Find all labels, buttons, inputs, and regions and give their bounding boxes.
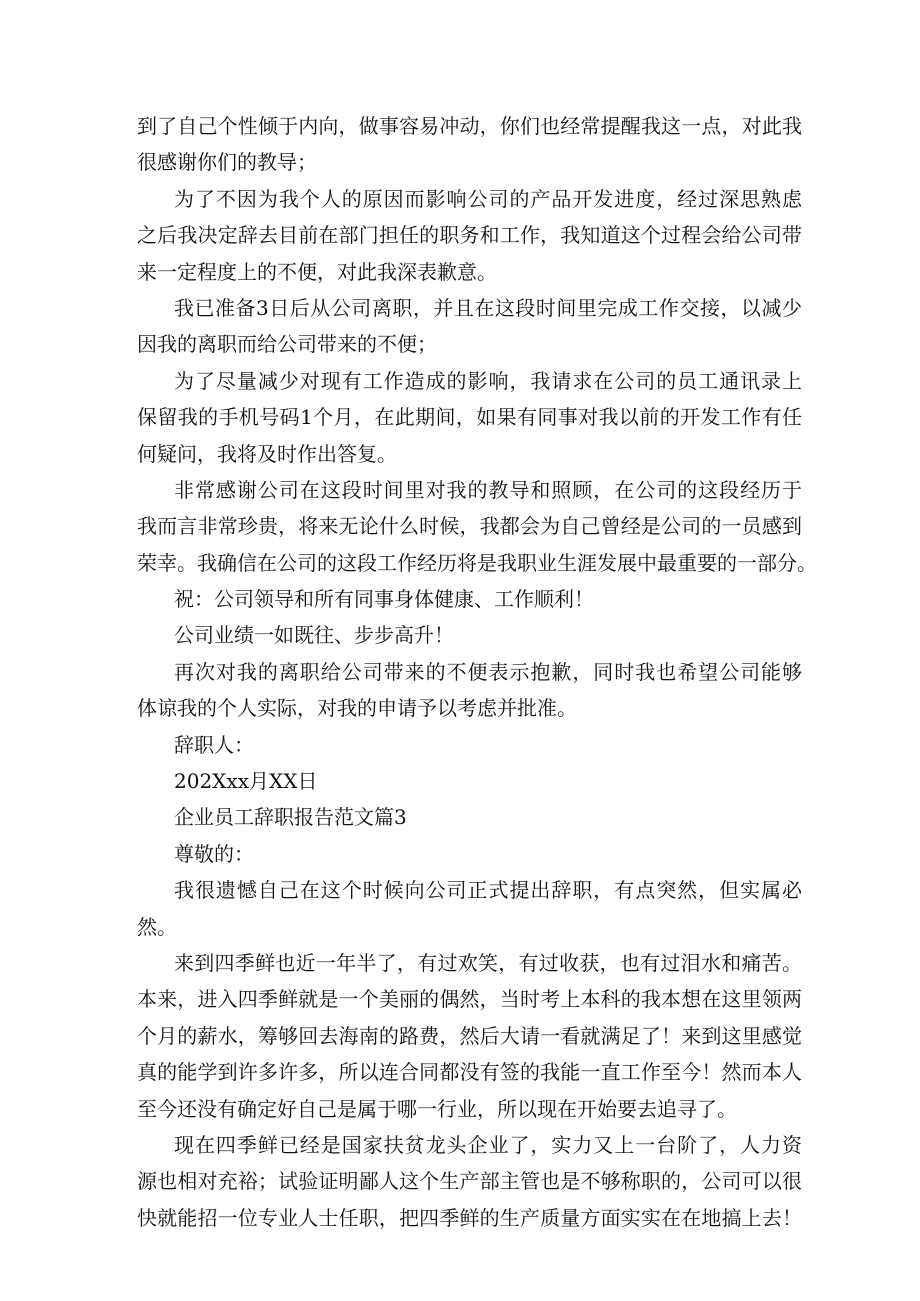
body-text [137,108,817,1236]
text-line: 本来，进入四季鲜就是一个美丽的偶然，当时考上本科的我本想在这里领两 [137,987,802,1012]
text-line: 源也相对充裕；试验证明鄙人这个生产部主管也是不够称职的，公司可以很 [137,1169,802,1194]
text-line: 快就能招一位专业人士任职，把四季鲜的生产质量方面实实在在地搞上去！ [137,1205,802,1230]
text-line: 公司业绩一如既往、步步高升！ [174,623,454,648]
text-line: 因我的离职而给公司带来的不便； [137,332,437,357]
text-line: 真的能学到许多许多，所以连合同都没有签的我能一直工作至今！然而本人 [137,1060,802,1085]
text-line: 非常感谢公司在这段时间里对我的教导和照顾，在公司的这段经历于 [174,477,802,502]
text-line: 来到四季鲜也近一年半了，有过欢笑，有过收获，也有过泪水和痛苦。 [174,950,802,975]
text-line: 为了尽量减少对现有工作造成的影响，我请求在公司的员工通讯录上 [174,368,802,393]
text-line: 我很遗憾自己在这个时候向公司正式提出辞职，有点突然，但实属必 [174,878,802,903]
text-line: 企业员工辞职报告范文篇3 [174,805,407,830]
text-line: 个月的薪水，筹够回去海南的路费，然后大请一看就满足了！来到这里感觉 [137,1023,802,1048]
text-line: 尊敬的： [174,841,254,866]
text-line: 之后我决定辞去目前在部门担任的职务和工作，我知道这个过程会给公司带 [137,223,802,248]
text-line: 祝：公司领导和所有同事身体健康、工作顺利！ [174,587,594,612]
text-line: 为了不因为我个人的原因而影响公司的产品开发进度，经过深思熟虑 [174,186,802,211]
text-line: 我已准备3日后从公司离职，并且在这段时间里完成工作交接，以减少 [174,295,802,320]
text-line: 来一定程度上的不便，对此我深表歉意。 [137,259,497,284]
text-line: 现在四季鲜已经是国家扶贫龙头企业了，实力又上一台阶了，人力资 [174,1132,802,1157]
text-line: 很感谢你们的教导； [137,150,317,175]
text-line: 202Xxx月XX日 [174,769,318,794]
text-line: 何疑问，我将及时作出答复。 [137,441,397,466]
text-line: 再次对我的离职给公司带来的不便表示抱歉，同时我也希望公司能够 [174,659,802,684]
text-line: 保留我的手机号码1个月，在此期间，如果有同事对我以前的开发工作有任 [137,405,802,430]
text-line: 荣幸。我确信在公司的这段工作经历将是我职业生涯发展中最重要的一部分。 [137,550,817,575]
text-line: 至今还没有确定好自己是属于哪一行业，所以现在开始要去追寻了。 [137,1096,737,1121]
text-line: 到了自己个性倾于内向，做事容易冲动，你们也经常提醒我这一点，对此我 [137,114,802,138]
text-line: 然。 [137,914,177,939]
text-line: 辞职人： [174,732,254,757]
text-line: 体谅我的个人实际，对我的申请予以考虑并批准。 [137,696,577,721]
text-line: 我而言非常珍贵，将来无论什么时候，我都会为自己曾经是公司的一员感到 [137,514,802,539]
